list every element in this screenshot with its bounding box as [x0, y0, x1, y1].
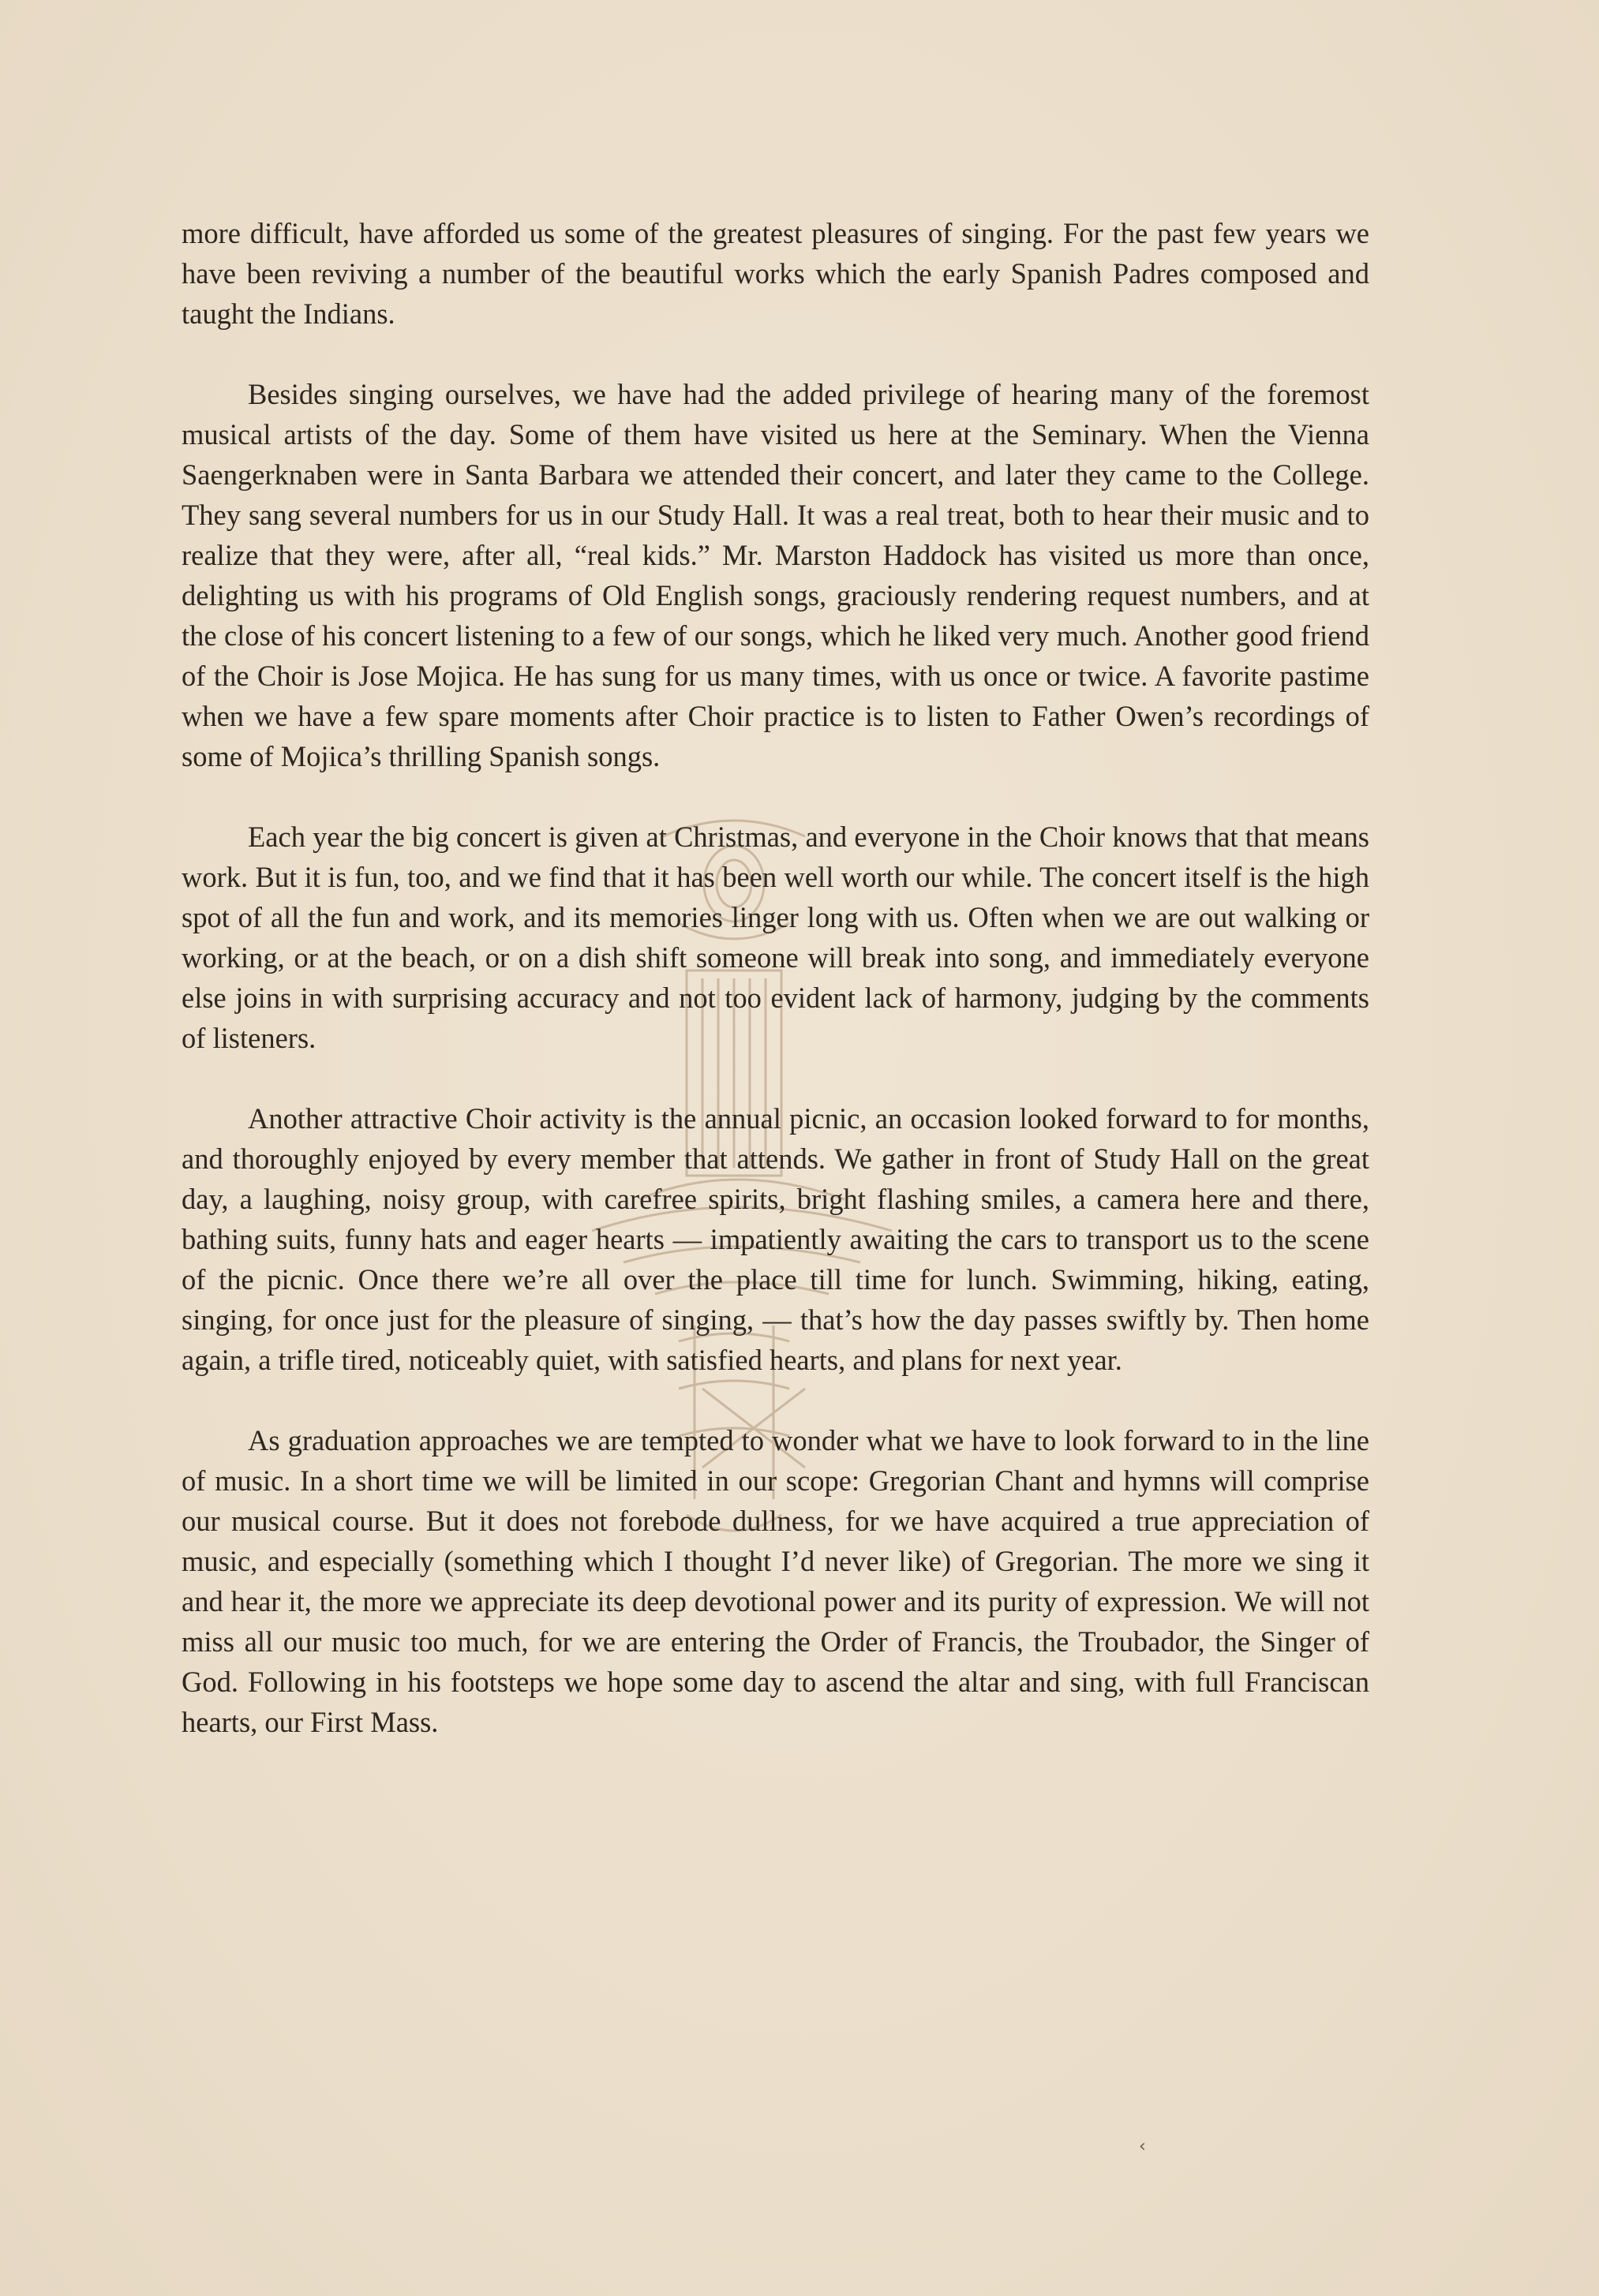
paragraph-2: Besides singing ourselves, we have had the added privilege of hearing many of the foremost musical artists of the day. Some of them have visited us here at the Seminary. When the Vienna Saengerknaben were in Santa Barbara we attended their concert, and later they came to the College. They sang several numbers for us in our Study Hall. It was a real treat, both to hear their music and to realize that they were, after all, “real kids.” Mr. Marston Haddock has visited us more than once, delighting us with his programs of Old English songs, graciously rendering request numbers, and at the close of his concert listening to a few of our songs, which he liked very much. Another good friend of the Choir is Jose Mojica. He has sung for us many times, with us once or twice. A favorite pastime when we have a few spare moments after Choir practice is to listen to Father Owen’s recordings of some of Mojica’s thrilling Spanish songs.: [182, 378, 1369, 772]
body-text: [182, 213, 1369, 1782]
paragraph-1: more difficult, have afforded us some of the greatest pleasures of singing. For the past few years we have been reviving a number of the beautiful works which the early Spanish Padres composed and taught the Indians.: [182, 217, 1369, 330]
paragraph-4: Another attractive Choir activity is the annual picnic, an occasion looked forward to for months, and thoroughly enjoyed by every member that attends. We gather in front of Study Hall on the great day, a laughing, noisy group, with carefree spirits, bright flashing smiles, a camera here and there, bathing suits, funny hats and eager hearts — impatiently awaiting the cars to transport us to the scene of the picnic. Once there we’re all over the place till time for lunch. Swimming, hiking, eating, singing, for once just for the pleasure of singing, — that’s how the day passes swiftly by. Then home again, a trifle tired, noticeably quiet, with satisfied hearts, and plans for next year.: [182, 1102, 1369, 1376]
paragraph-3: Each year the big concert is given at Christmas, and everyone in the Choir knows that that means work. But it is fun, too, and we find that it has been well worth our while. The concert itself is the high spot of all the fun and work, and its memories linger long with us. Often when we are out walking or working, or at the beach, or on a dish shift someone will break into song, and immediately everyone else joins in with surprising accuracy and not too evident lack of harmony, judging by the comments of listeners.: [182, 821, 1369, 1054]
page-mark: ‹: [1139, 2137, 1146, 2156]
paragraph-5: As graduation approaches we are tempted to wonder what we have to look forward to in the line of music. In a short time we will be limited in our scope: Gregorian Chant and hymns will comprise our musical course. But it does not forebode dullness, for we have acquired a true appreciation of music, and especially (something which I thought I’d never like) of Gregorian. The more we sing it and hear it, the more we appreciate its deep devotional power and its purity of expression. We will not miss all our music too much, for we are entering the Order of Francis, the Troubador, the Singer of God. Following in his footsteps we hope some day to ascend the altar and sing, with full Franciscan hearts, our First Mass.: [182, 1424, 1369, 1738]
